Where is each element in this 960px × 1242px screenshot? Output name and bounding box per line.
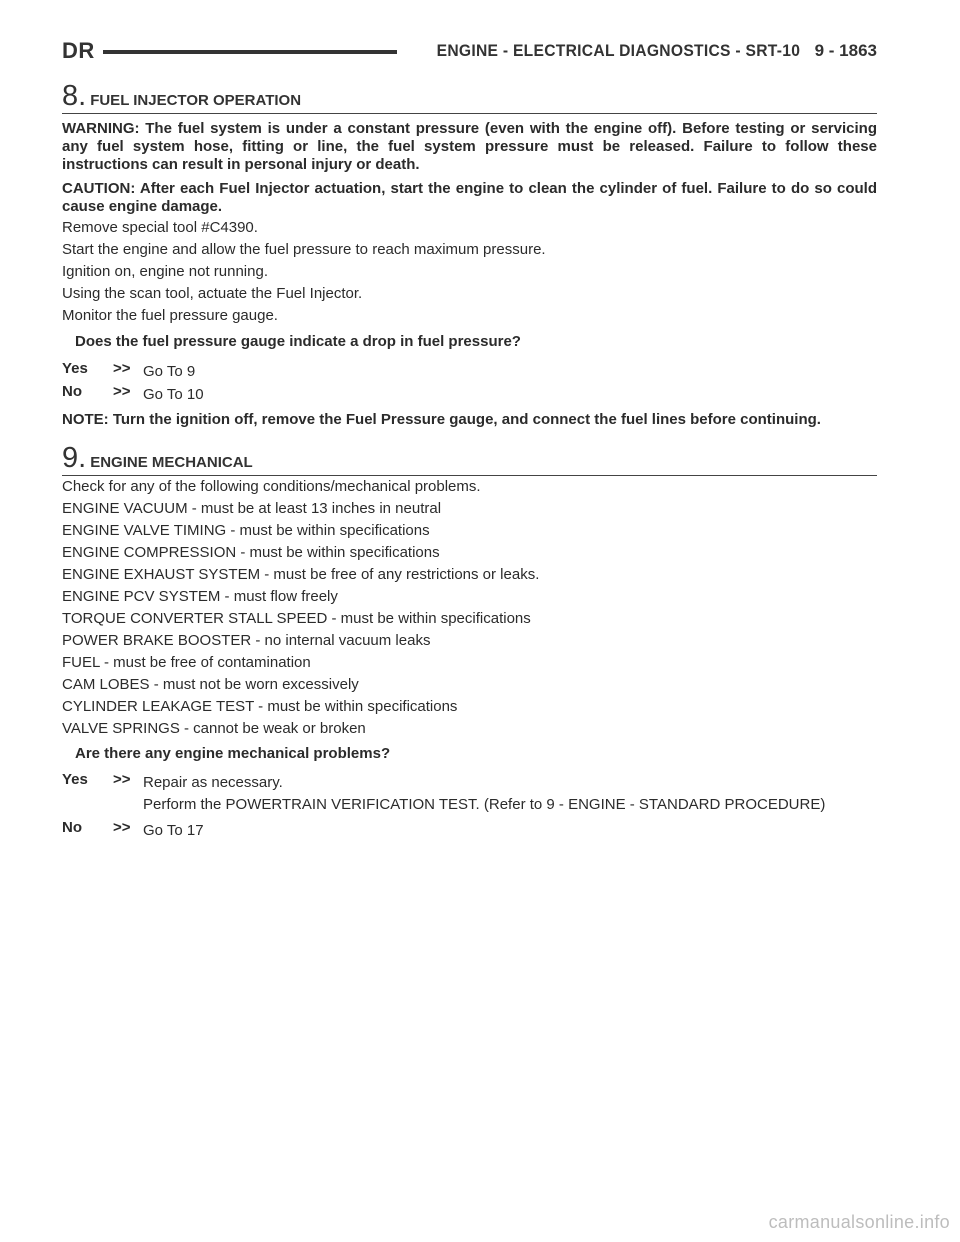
yes-label: Yes — [62, 771, 88, 788]
watermark: carmanualsonline.info — [768, 1212, 950, 1232]
condition-line: CAM LOBES - must not be worn excessively — [62, 676, 359, 693]
step-number: 9. — [62, 442, 87, 474]
condition-line: ENGINE VALVE TIMING - must be within specifications — [62, 522, 430, 539]
condition-line: FUEL - must be free of contamination — [62, 654, 311, 671]
condition-line: ENGINE COMPRESSION - must be within specifications — [62, 544, 440, 561]
yes-action: Go To 9 — [143, 363, 196, 380]
instruction-line: Check for any of the following conditions/mechanical problems. — [62, 478, 481, 495]
no-label: No — [62, 383, 82, 400]
condition-line: ENGINE PCV SYSTEM - must flow freely — [62, 588, 338, 605]
diagnostic-question: Are there any engine mechanical problems? — [75, 745, 391, 762]
instruction-line: Remove special tool #C4390. — [62, 219, 258, 236]
yes-arrow: >> — [113, 360, 131, 377]
instruction-line: Using the scan tool, actuate the Fuel Injector. — [62, 285, 363, 302]
condition-line: ENGINE EXHAUST SYSTEM - must be free of any restrictions or leaks. — [62, 566, 540, 583]
no-action: Go To 17 — [143, 822, 204, 839]
step-title: ENGINE MECHANICAL — [90, 454, 253, 471]
condition-line: VALVE SPRINGS - cannot be weak or broken — [62, 720, 366, 737]
diagnostic-question: Does the fuel pressure gauge indicate a drop in fuel pressure? — [75, 333, 521, 350]
step-8-heading — [62, 82, 877, 114]
instruction-line: Start the engine and allow the fuel pressure to reach maximum pressure. — [62, 241, 546, 258]
caution-block — [62, 180, 877, 216]
header-rule — [103, 50, 398, 54]
step-number: 8. — [62, 80, 87, 112]
no-arrow: >> — [113, 819, 131, 836]
warning-block — [62, 120, 877, 174]
page-number: 9 - 1863 — [814, 41, 877, 60]
no-action: Go To 10 — [143, 386, 204, 403]
condition-line: CYLINDER LEAKAGE TEST - must be within specifications — [62, 698, 458, 715]
note-text: NOTE: Turn the ignition off, remove the Fuel Pressure gauge, and connect the fuel lines before continuing. — [62, 411, 821, 428]
step-title: FUEL INJECTOR OPERATION — [90, 92, 302, 109]
yes-label: Yes — [62, 360, 88, 377]
instruction-line: Ignition on, engine not running. — [62, 263, 268, 280]
page-header — [62, 36, 877, 66]
yes-action: Repair as necessary. — [143, 774, 283, 791]
step-9-heading — [62, 444, 877, 476]
model-code: DR — [62, 38, 95, 63]
condition-line: POWER BRAKE BOOSTER - no internal vacuum leaks — [62, 632, 431, 649]
condition-line: ENGINE VACUUM - must be at least 13 inches in neutral — [62, 500, 442, 517]
instruction-line: Monitor the fuel pressure gauge. — [62, 307, 278, 324]
section-title: ENGINE - ELECTRICAL DIAGNOSTICS - SRT-10 — [437, 41, 801, 60]
yes-action-detail: Perform the POWERTRAIN VERIFICATION TEST. (Refer to 9 - ENGINE - STANDARD PROCEDURE) — [143, 796, 826, 813]
no-arrow: >> — [113, 383, 131, 400]
warning-text: WARNING: The fuel system is under a constant pressure (even with the engine off). Before testing or servicing any fuel system hose, fitting or line, the fuel system pressure must be released. Failure to follow these instructions can result in personal injury or death. — [62, 120, 877, 173]
caution-text: CAUTION: After each Fuel Injector actuation, start the engine to clean the cylinder of fuel. Failure to do so could cause engine damage. — [62, 180, 877, 215]
yes-arrow: >> — [113, 771, 131, 788]
condition-line: TORQUE CONVERTER STALL SPEED - must be within specifications — [62, 610, 531, 627]
no-label: No — [62, 819, 82, 836]
